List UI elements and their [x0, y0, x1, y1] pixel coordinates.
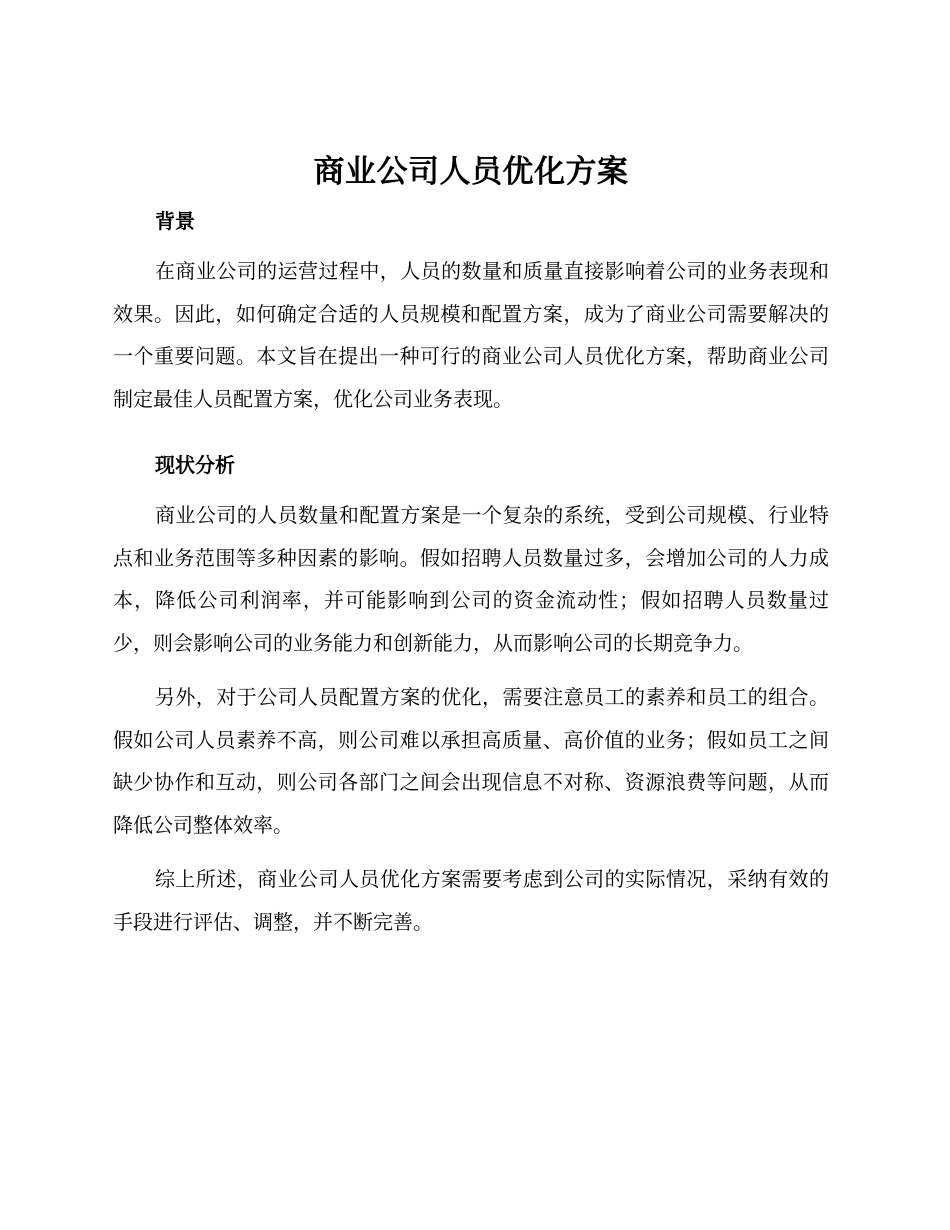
document-body	[113, 150, 829, 943]
document-title: 商业公司人员优化方案	[313, 154, 629, 190]
paragraph-status-2: 另外，对于公司人员配置方案的优化，需要注意员工的素养和员工的组合。假如公司人员素养不高，则公司难以承担高质量、高价值的业务；假如员工之间缺少协作和互动，则公司各部门之间会出现信息不对称、资源浪费等问题，从而降低公司整体效率。	[113, 685, 829, 837]
paragraph-background: 在商业公司的运营过程中，人员的数量和质量直接影响着公司的业务表现和效果。因此，如何确定合适的人员规模和配置方案，成为了商业公司需要解决的一个重要问题。本文旨在提出一种可行的商业公司人员优化方案，帮助商业公司制定最佳人员配置方案，优化公司业务表现。	[113, 259, 829, 411]
paragraph-status-1: 商业公司的人员数量和配置方案是一个复杂的系统，受到公司规模、行业特点和业务范围等多种因素的影响。假如招聘人员数量过多，会增加公司的人力成本，降低公司利润率，并可能影响到公司的资金流动性；假如招聘人员数量过少，则会影响公司的业务能力和创新能力，从而影响公司的长期竞争力。	[113, 503, 829, 655]
section-heading-status-analysis: 现状分析	[155, 453, 235, 477]
paragraph-status-3: 综上所述，商业公司人员优化方案需要考虑到公司的实际情况，采纳有效的手段进行评估、调整，并不断完善。	[113, 867, 829, 934]
section-heading-background: 背景	[155, 209, 195, 233]
